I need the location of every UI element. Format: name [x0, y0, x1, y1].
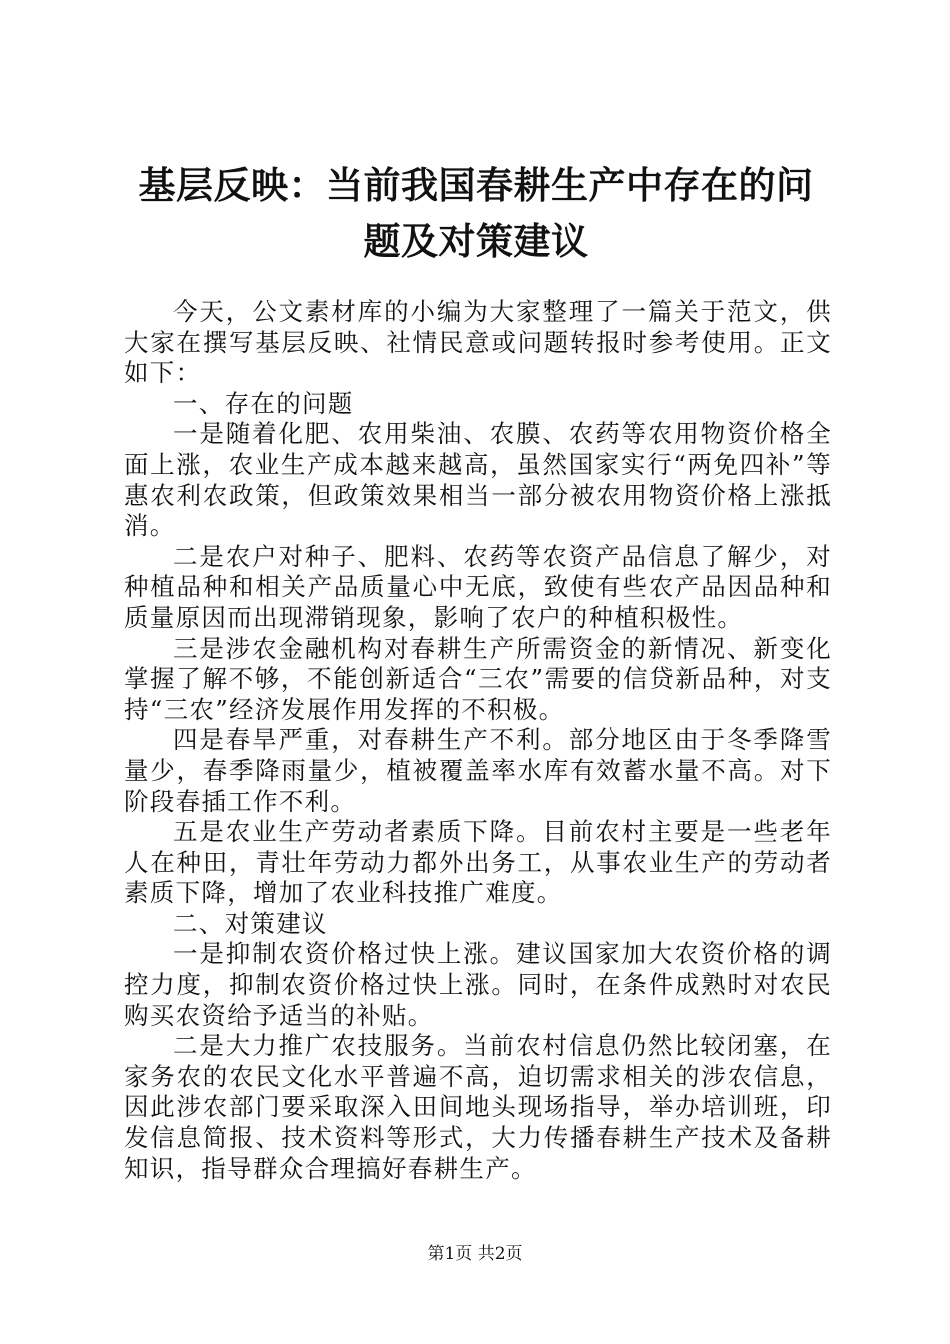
intro-paragraph: 今天，公文素材库的小编为大家整理了一篇关于范文，供大家在撰写基层反映、社情民意或问题转报时参考使用。正文如下：: [124, 297, 832, 388]
problem-paragraph-3: 三是涉农金融机构对春耕生产所需资金的新情况、新变化掌握了解不够，不能创新适合“三农”需要的信贷新品种，对支持“三农”经济发展作用发挥的不积极。: [124, 633, 832, 724]
section-heading-suggestions: 二、对策建议: [173, 908, 328, 938]
problem-paragraph-5: 五是农业生产劳动者素质下降。目前农村主要是一些老年人在种田，青壮年劳动力都外出务工，从事农业生产的劳动者素质下降，增加了农业科技推广难度。: [124, 817, 832, 908]
document-title: 基层反映：当前我国春耕生产中存在的问题及对策建议: [138, 164, 814, 263]
suggestion-paragraph-1: 一是抑制农资价格过快上涨。建议国家加大农资价格的调控力度，抑制农资价格过快上涨。同时，在条件成熟时对农民购买农资给予适当的补贴。: [124, 939, 832, 1030]
problem-paragraph-4: 四是春旱严重，对春耕生产不利。部分地区由于冬季降雪量少，春季降雨量少，植被覆盖率水库有效蓄水量不高。对下阶段春插工作不利。: [124, 725, 832, 816]
problem-paragraph-2: 二是农户对种子、肥料、农药等农资产品信息了解少，对种植品种和相关产品质量心中无底，致使有些农产品因品种和质量原因而出现滞销现象，影响了农户的种植积极性。: [124, 541, 832, 632]
problem-paragraph-1: 一是随着化肥、农用柴油、农膜、农药等农用物资价格全面上涨，农业生产成本越来越高，虽然国家实行“两免四补”等惠农利农政策，但政策效果相当一部分被农用物资价格上涨抵消。: [124, 419, 832, 541]
document-body: [124, 297, 832, 1184]
page-footer: 第1页 共2页: [427, 1244, 523, 1264]
section-heading-problems: 一、存在的问题: [173, 388, 354, 418]
suggestion-paragraph-2: 二是大力推广农技服务。当前农村信息仍然比较闭塞，在家务农的农民文化水平普遍不高，迫切需求相关的涉农信息，因此涉农部门要采取深入田间地头现场指导，举办培训班，印发信息简报、技术资料等形式，大力传播春耕生产技术及备耕知识，指导群众合理搞好春耕生产。: [124, 1031, 832, 1183]
